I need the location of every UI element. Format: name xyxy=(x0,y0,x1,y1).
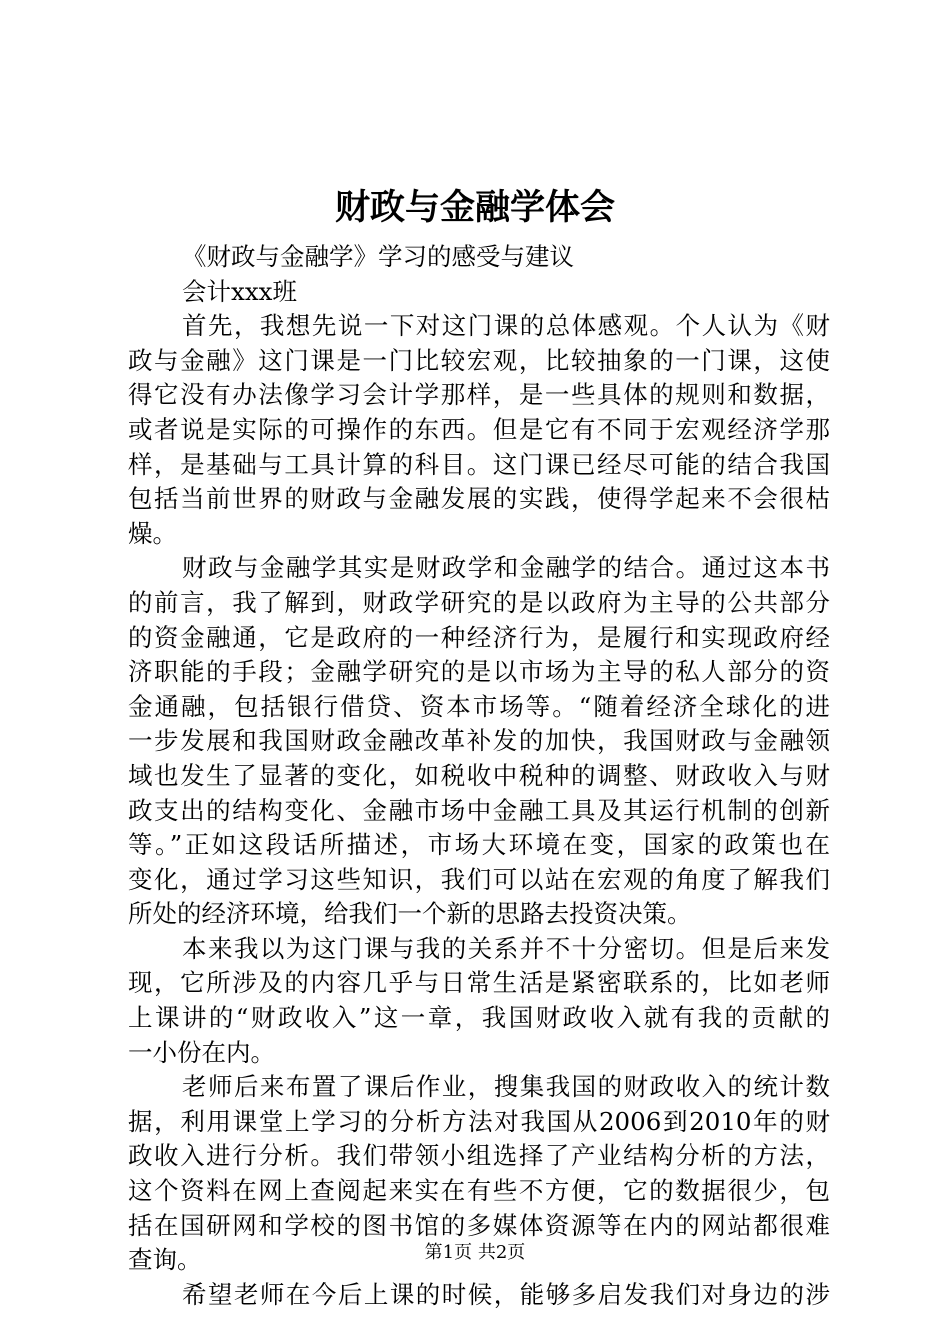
page-number-footer: 第1页 共2页 xyxy=(424,1242,526,1263)
text-line: 政收入进行分析。我们带领小组选择了产业结构分析的方法， xyxy=(128,1141,830,1171)
text-line: 政与金融》这门课是一门比较宏观，比较抽象的一门课，这使 xyxy=(128,345,830,375)
text-line: 所处的经济环境，给我们一个新的思路去投资决策。 xyxy=(128,899,692,929)
document-subtitle: 《财政与金融学》学习的感受与建议 xyxy=(182,242,574,271)
text-line: 燥。 xyxy=(128,518,177,548)
document-body xyxy=(128,240,830,1312)
text-line: 现，它所涉及的内容几乎与日常生活是紧密联系的，比如老师 xyxy=(128,968,830,998)
text-line: 金通融，包括银行借贷、资本市场等。“随着经济全球化的进 xyxy=(128,691,830,721)
text-line: 或者说是实际的可操作的东西。但是它有不同于宏观经济学那 xyxy=(128,414,830,444)
text-line: 的前言，我了解到，财政学研究的是以政府为主导的公共部分 xyxy=(128,587,830,617)
document-title: 财政与金融学体会 xyxy=(334,187,615,228)
text-line: 老师后来布置了课后作业，搜集我国的财政收入的统计数 xyxy=(182,1072,830,1102)
text-line: 据，利用课堂上学习的分析方法对我国从2006到2010年的财 xyxy=(128,1106,830,1136)
text-line: 希望老师在今后上课的时候，能够多启发我们对身边的涉 xyxy=(182,1279,830,1309)
text-line: 变化，通过学习这些知识，我们可以站在宏观的角度了解我们 xyxy=(128,864,830,894)
text-line: 一小份在内。 xyxy=(128,1037,275,1067)
text-line: 等。”正如这段话所描述，市场大环境在变，国家的政策也在 xyxy=(128,830,830,860)
text-line: 样，是基础与工具计算的科目。这门课已经尽可能的结合我国 xyxy=(128,449,830,479)
author-class: 会计xxx班 xyxy=(182,276,297,306)
text-line: 查询。 xyxy=(128,1245,202,1275)
text-line: 域也发生了显著的变化，如税收中税种的调整、财政收入与财 xyxy=(128,760,830,790)
text-line: 一步发展和我国财政金融改革补发的加快，我国财政与金融领 xyxy=(128,726,830,756)
text-line: 括在国研网和学校的图书馆的多媒体资源等在内的网站都很难 xyxy=(128,1210,830,1240)
text-line: 首先，我想先说一下对这门课的总体感观。个人认为《财 xyxy=(182,311,830,341)
text-line: 财政与金融学其实是财政学和金融学的结合。通过这本书 xyxy=(182,553,830,583)
text-line: 政支出的结构变化、金融市场中金融工具及其运行机制的创新 xyxy=(128,795,830,825)
text-line: 本来我以为这门课与我的关系并不十分密切。但是后来发 xyxy=(182,933,830,963)
text-line: 包括当前世界的财政与金融发展的实践，使得学起来不会很枯 xyxy=(128,484,830,514)
text-line: 得它没有办法像学习会计学那样，是一些具体的规则和数据， xyxy=(128,380,830,410)
text-line: 济职能的手段；金融学研究的是以市场为主导的私人部分的资 xyxy=(128,657,830,687)
text-line: 的资金融通，它是政府的一种经济行为，是履行和实现政府经 xyxy=(128,622,830,652)
paragraph-lines xyxy=(128,309,830,1312)
text-line: 上课讲的“财政收入”这一章，我国财政收入就有我的贡献的 xyxy=(128,1003,830,1033)
text-line: 这个资料在网上查阅起来实在有些不方便，它的数据很少，包 xyxy=(128,1176,830,1206)
